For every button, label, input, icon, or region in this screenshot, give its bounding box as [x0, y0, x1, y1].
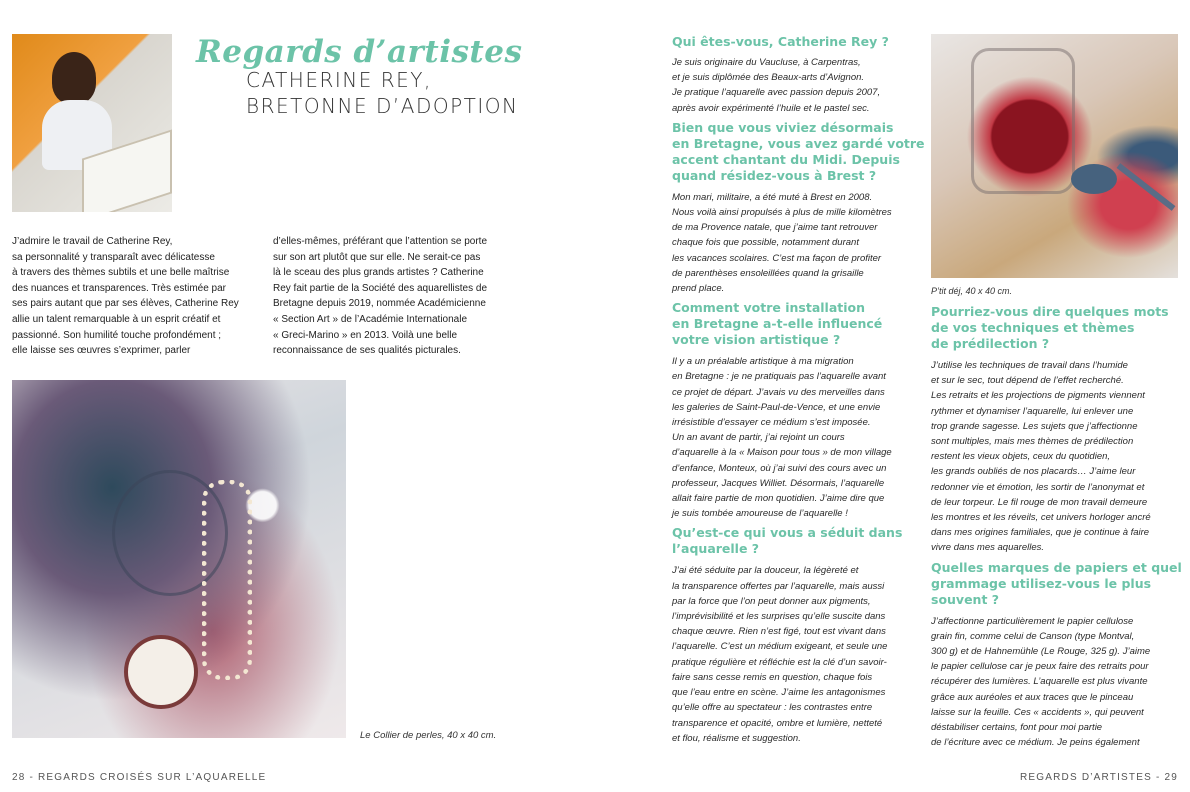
text-line: de parenthèses ensoleillées quand la grisaille: [672, 267, 864, 279]
headline-line-2: BRETONNE D’ADOPTION: [246, 94, 519, 118]
question-line: Pourriez-vous dire quelques mots: [931, 304, 1169, 319]
question-line: Bien que vous viviez désormais: [672, 119, 894, 135]
text-line: les galeries de Saint-Paul-de-Vence, et une envie: [672, 401, 881, 413]
text-line: les grands oubliés de nos placards… J’aime leur: [931, 466, 1136, 478]
text-line: professeur, Jacques Williet. Désormais, l’aquarelle: [672, 477, 885, 489]
text-line: redonner vie et émotion, les sortir de l’anonymat et: [931, 481, 1145, 493]
text-line: dans mes origines familiales, que je continue à faire: [931, 527, 1150, 539]
text-line: chaque fois que possible, notamment durant: [672, 237, 859, 249]
question-heading: [672, 34, 917, 50]
text-line: J’utilise les techniques de travail dans l’humide: [931, 360, 1128, 371]
text-line: reconnaissance de ses qualités picturales.: [273, 345, 461, 357]
interview-column-1: [672, 34, 925, 746]
intro-column-1: [12, 234, 239, 359]
text-line: elle laisse ses œuvres s’exprimer, parler: [12, 345, 191, 357]
text-line: J’affectionne particulièrement le papier cellulose: [931, 615, 1134, 627]
question-line: l’aquarelle ?: [672, 541, 760, 557]
text-line: prend place.: [672, 283, 725, 295]
answer-text: [672, 354, 917, 521]
interview-column-2: [931, 304, 1181, 750]
text-line: et flou, réalisme et suggestion.: [672, 732, 801, 744]
text-line: J’ai été séduite par la douceur, la légèreté et: [672, 565, 859, 577]
text-line: et je suis diplômée des Beaux-arts d’Avignon.: [672, 72, 865, 84]
text-line: sont multiples, mais mes thèmes de prédilection: [931, 436, 1134, 448]
text-line: d’elles-mêmes, préférant que l’attention se porte: [273, 236, 488, 247]
answer-text: [672, 563, 917, 745]
text-line: allait faire partie de mon quotidien. J’aime dire que: [672, 493, 885, 505]
text-line: « Section Art » de l’Académie Internationale: [273, 313, 468, 325]
text-line: déstabiliser certains, font pour moi partie: [931, 722, 1103, 734]
text-line: Je pratique l’aquarelle avec passion depuis 2007,: [672, 87, 881, 99]
text-line: à travers des thèmes subtils et une belle maîtrise: [12, 267, 230, 279]
pearl-necklace-painting: [12, 380, 346, 738]
text-line: J’admire le travail de Catherine Rey,: [12, 236, 173, 247]
answer-text: [672, 190, 917, 296]
text-line: de l’écriture avec ce médium. Je peins également: [931, 737, 1140, 749]
painting-caption: Le Collier de perles, 40 x 40 cm.: [360, 730, 497, 741]
text-line: ses pairs autant que par ses élèves, Catherine Rey: [12, 298, 239, 310]
answer-text: [931, 358, 1181, 556]
question-heading: [672, 300, 917, 348]
left-folio: 28 - REGARDS CROISÉS SUR L’AQUARELLE: [12, 772, 267, 783]
question-line: souvent ?: [931, 591, 1000, 607]
text-line: d’enfance, Monteux, où j’ai suivi des cours avec un: [672, 462, 887, 474]
text-line: le papier cellulose car je peux faire des retraits pour: [931, 661, 1149, 673]
text-line: sa personnalité y transparaît avec délicatesse: [12, 251, 215, 263]
text-line: passionné. Son humilité touche profondément ;: [12, 329, 222, 341]
answer-text: [931, 614, 1181, 751]
text-line: Les retraits et les projections de pigments viennent: [931, 390, 1145, 402]
text-line: « Greci-Marino » en 2013. Voilà une belle: [273, 329, 458, 341]
question-heading: [672, 525, 917, 557]
text-line: en Bretagne : je ne pratiquais pas l’aquarelle avant: [672, 371, 886, 383]
text-line: Un an avant de partir, j’ai rejoint un cours: [672, 432, 845, 444]
text-line: ce projet de départ. J’avais vu des merveilles dans: [672, 386, 885, 398]
text-line: qu’elle offre au spectateur : les contrastes entre: [672, 702, 873, 714]
text-line: de leur torpeur. Le fil rouge de mon travail demeure: [931, 496, 1148, 508]
text-line: Il y a un préalable artistique à ma migration: [672, 356, 854, 368]
text-line: l’aquarelle. C’est un médium exigeant, et seule une: [672, 641, 888, 653]
question-line: en Bretagne a-t-elle influencé: [672, 316, 883, 332]
question-line: Comment votre installation: [672, 300, 866, 316]
text-line: là le sceau des plus grands artistes ? Catherine: [273, 267, 484, 279]
text-line: Bretagne depuis 2019, nommée Académicienne: [273, 298, 486, 310]
headline-line-1: CATHERINE REY,: [246, 68, 432, 92]
text-line: restent les vieux objets, ceux du quotidien,: [931, 451, 1111, 463]
jam-jar-painting: [931, 34, 1178, 278]
intro-column-2: [273, 234, 487, 359]
text-line: trop grande sagesse. Les sujets que j’affectionne: [931, 420, 1138, 432]
text-line: Je suis originaire du Vaucluse, à Carpentras,: [672, 57, 861, 68]
artist-portrait-photo: [12, 34, 172, 212]
text-line: pratique régulière et réfléchie est la clé d’un savoir-: [672, 656, 887, 668]
question-line: Qui êtes-vous, Catherine Rey ?: [672, 34, 889, 49]
text-line: allie un talent remarquable à un esprit créatif et: [12, 313, 221, 325]
text-line: grain fin, comme celui de Canson (type Montval,: [931, 630, 1135, 642]
question-line: de vos techniques et thèmes: [931, 320, 1135, 335]
text-line: je suis tombée amoureuse de l’aquarelle !: [672, 508, 848, 520]
section-kicker: Regards d’artistes: [196, 34, 523, 70]
text-line: des nuances et transparences. Très estimée par: [12, 282, 227, 294]
text-line: chaque œuvre. Rien n’est figé, tout est vivant dans: [672, 626, 886, 638]
text-line: de ma Provence natale, que j’aime tant retrouver: [672, 222, 878, 234]
question-heading: [931, 304, 1181, 352]
question-heading: [931, 560, 1181, 608]
question-line: de prédilection ?: [931, 336, 1050, 351]
text-line: 300 g) et de Hahnemühle (Le Rouge, 325 g). J’aime: [931, 646, 1151, 658]
question-line: quand résidez-vous à Brest ?: [672, 167, 877, 183]
question-line: grammage utilisez-vous le plus: [931, 575, 1152, 591]
right-folio: REGARDS D’ARTISTES - 29: [1019, 772, 1178, 783]
question-line: votre vision artistique ?: [672, 332, 841, 348]
text-line: sur son art plutôt que sur elle. Ne serait-ce pas: [273, 251, 481, 263]
text-line: et sur le sec, tout dépend de l’effet recherché.: [931, 375, 1124, 387]
text-line: l’imprévisibilité et les surprises qu’elle suscite dans: [672, 611, 886, 623]
text-line: les vacances scolaires. C’est ma façon de profiter: [672, 252, 882, 264]
text-line: vivre dans mes aquarelles.: [931, 542, 1044, 554]
text-line: Rey fait partie de la Société des aquarellistes de: [273, 282, 488, 294]
text-line: Mon mari, militaire, a été muté à Brest en 2008.: [672, 191, 873, 203]
jam-painting-caption: P’tit déj, 40 x 40 cm.: [931, 286, 1013, 296]
text-line: transparence et opacité, ombre et lumière, netteté: [672, 717, 883, 729]
answer-text: [672, 55, 917, 116]
text-line: irrésistible d’essayer ce médium s’est imposée.: [672, 417, 871, 429]
question-line: Quelles marques de papiers et quel: [931, 559, 1182, 575]
text-line: après avoir expérimenté l’huile et le pastel sec.: [672, 102, 870, 114]
text-line: que l’eau entre en scène. J’aime les antagonismes: [672, 687, 886, 699]
text-line: d’aquarelle à la « Maison pour tous » de mon village: [672, 447, 892, 459]
text-line: Nous voilà ainsi propulsés à plus de mille kilomètres: [672, 207, 892, 219]
text-line: les montres et les réveils, cet univers horloger ancré: [931, 512, 1151, 524]
question-line: accent chantant du Midi. Depuis: [672, 151, 900, 167]
text-line: laisse sur la feuille. Ces « accidents », qui peuvent: [931, 706, 1144, 718]
text-line: faire sans cesse remis en question, chaque fois: [672, 671, 873, 683]
text-line: par la force que l’on peut donner aux pigments,: [672, 595, 871, 607]
text-line: rythmer et dynamiser l’aquarelle, lui enlever une: [931, 405, 1134, 417]
question-line: en Bretagne, vous avez gardé votre: [672, 135, 925, 151]
text-line: récupérer des lumières. L’aquarelle est plus vivante: [931, 676, 1148, 688]
text-line: la transparence offertes par l’aquarelle, mais aussi: [672, 580, 885, 592]
question-line: Qu’est-ce qui vous a séduit dans: [672, 525, 903, 541]
text-line: grâce aux auréoles et aux traces que le pinceau: [931, 691, 1134, 703]
question-heading: [672, 119, 925, 184]
